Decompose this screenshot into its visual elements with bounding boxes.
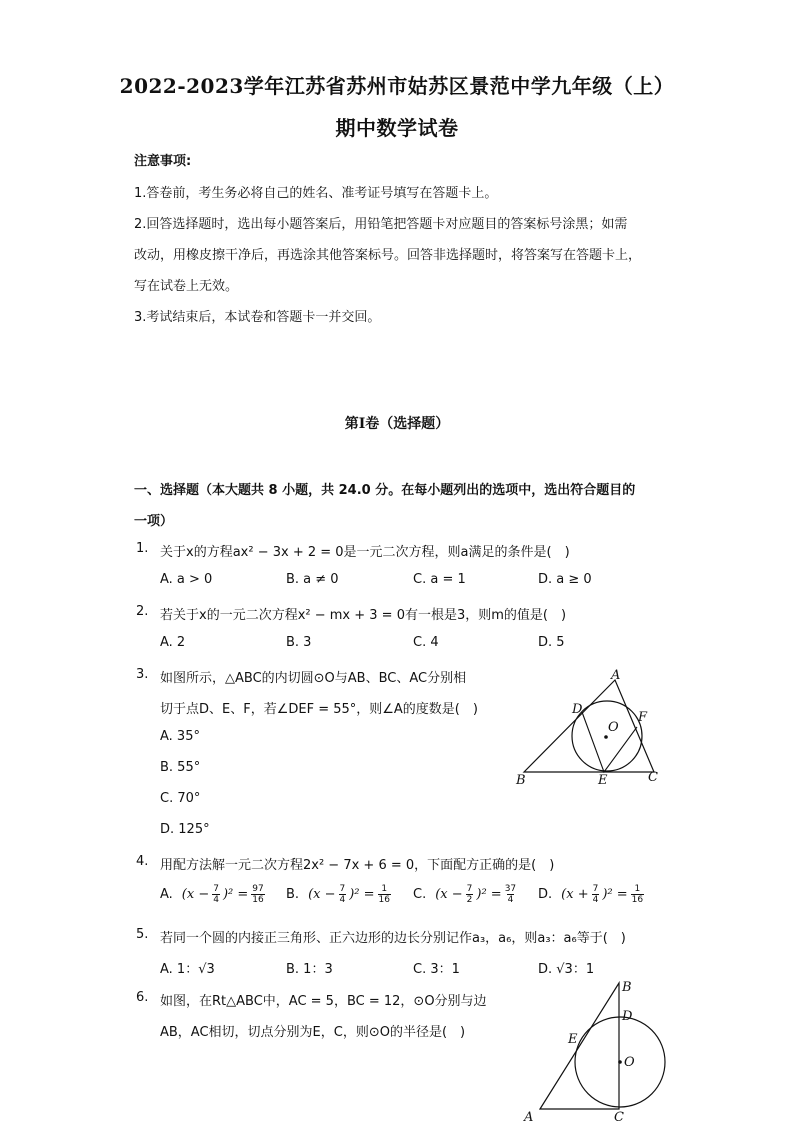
option-expr: )² =	[349, 887, 375, 902]
option-a: A. a > 0	[160, 572, 213, 587]
label-C: C	[648, 770, 658, 785]
option-b: B. a ≠ 0	[286, 572, 339, 587]
question-6-text: 如图，在Rt△ABC中，AC = 5，BC = 12，⊙O分别与边	[160, 994, 487, 1009]
option-expr: (x −	[181, 887, 210, 902]
notice-item: 3.考试结束后，本试卷和答题卡一并交回。	[134, 310, 381, 325]
question-number: 2.	[136, 604, 149, 619]
label-E: E	[568, 1032, 578, 1047]
option-d	[538, 884, 644, 905]
option-b	[286, 884, 391, 905]
option-d: D. 5	[538, 635, 565, 650]
option-a	[160, 884, 265, 905]
label-B: B	[516, 773, 526, 788]
label-C: C	[614, 1110, 624, 1123]
exam-title-line1: 2022-2023学年江苏省苏州市姑苏区景范中学九年级（上）	[119, 74, 675, 98]
figure-right-triangle-circle	[520, 975, 680, 1123]
option-label: B.	[286, 887, 300, 902]
option-a: A. 1：√3	[160, 962, 215, 977]
question-4-text: 用配方法解一元二次方程2x² − 7x + 6 = 0，下面配方正确的是( )	[160, 858, 555, 873]
label-E: E	[598, 773, 608, 788]
section-title: 第I卷（选择题）	[344, 416, 450, 432]
label-A: A	[611, 668, 621, 683]
label-D: D	[622, 1009, 633, 1024]
numerator: 7	[592, 884, 599, 894]
center-point	[618, 1060, 622, 1064]
option-expr: (x −	[308, 887, 336, 902]
fraction	[592, 884, 600, 905]
part-one-heading-cont: 一项）	[134, 514, 174, 529]
question-1-text: 关于x的方程ax² − 3x + 2 = 0是一元二次方程，则a满足的条件是( )	[160, 545, 570, 560]
fraction	[466, 884, 474, 905]
notice-item: 改动，用橡皮擦干净后，再选涂其他答案标号。回答非选择题时，将答案写在答题卡上，	[134, 248, 642, 263]
option-c	[413, 884, 516, 905]
fraction	[378, 884, 391, 905]
denominator: 4	[339, 895, 346, 905]
label-O: O	[624, 1055, 635, 1070]
numerator: 7	[466, 884, 473, 894]
option-c: C. 3：1	[413, 962, 460, 977]
question-number: 5.	[136, 927, 149, 942]
fraction	[505, 884, 516, 905]
question-number: 4.	[136, 854, 149, 869]
option-a: A. 2	[160, 635, 186, 650]
numerator: 7	[339, 884, 346, 894]
denominator: 16	[378, 895, 390, 905]
question-6-text-cont: AB，AC相切，切点分别为E，C，则⊙O的半径是( )	[160, 1025, 466, 1040]
label-O: O	[608, 720, 619, 735]
fraction	[212, 884, 220, 905]
label-F: F	[638, 710, 648, 725]
exam-title-line2: 期中数学试卷	[335, 116, 459, 140]
numerator: 97	[252, 884, 264, 894]
option-c: C. 70°	[160, 791, 201, 806]
question-number: 1.	[136, 541, 149, 556]
numerator: 1	[381, 884, 388, 894]
fraction	[339, 884, 347, 905]
triangle-abc	[540, 983, 619, 1109]
option-b: B. 1：3	[286, 962, 333, 977]
denominator: 16	[631, 895, 644, 905]
fraction	[631, 884, 644, 905]
option-expr: )² =	[222, 887, 249, 902]
option-expr: (x +	[561, 887, 589, 902]
denominator: 4	[592, 895, 599, 905]
option-d: D. 125°	[160, 822, 210, 837]
question-number: 6.	[136, 990, 149, 1005]
option-label: A.	[160, 887, 173, 902]
option-expr: )² =	[476, 887, 502, 902]
numerator: 37	[504, 884, 517, 894]
question-2-text: 若关于x的一元二次方程x² − mx + 3 = 0有一根是3，则m的值是( )	[160, 608, 567, 623]
option-c: C. a = 1	[413, 572, 466, 587]
question-number: 3.	[136, 667, 149, 682]
question-3-text: 如图所示，△ABC的内切圆⊙O与AB、BC、AC分别相	[160, 671, 467, 686]
option-c: C. 4	[413, 635, 439, 650]
denominator: 4	[507, 895, 514, 905]
question-5-text: 若同一个圆的内接正三角形、正六边形的边长分别记作a₃，a₆，则a₃：a₆等于( )	[160, 931, 626, 946]
option-expr: (x −	[435, 887, 463, 902]
option-label: D.	[538, 887, 553, 902]
notice-item: 2.回答选择题时，选出每小题答案后，用铅笔把答题卡对应题目的答案标号涂黑；如需	[134, 217, 628, 232]
figure-incircle-triangle	[510, 665, 670, 790]
numerator: 7	[213, 884, 219, 894]
notice-heading: 注意事项:	[134, 154, 192, 169]
option-d: D. a ≥ 0	[538, 572, 592, 587]
center-point	[604, 735, 608, 739]
option-expr: )² =	[602, 887, 628, 902]
option-label: C.	[413, 887, 427, 902]
notice-item: 写在试卷上无效。	[134, 279, 239, 294]
option-d: D. √3：1	[538, 962, 595, 977]
option-a: A. 35°	[160, 729, 200, 744]
label-B: B	[622, 980, 632, 995]
numerator: 1	[634, 884, 641, 894]
question-3-text-cont: 切于点D、E、F，若∠DEF = 55°，则∠A的度数是( )	[160, 702, 478, 717]
option-b: B. 55°	[160, 760, 201, 775]
notice-item: 1.答卷前，考生务必将自己的姓名、准考证号填写在答题卡上。	[134, 186, 498, 201]
label-A: A	[524, 1110, 534, 1123]
denominator: 4	[213, 895, 219, 905]
denominator: 16	[252, 895, 264, 905]
denominator: 2	[466, 895, 473, 905]
fraction	[251, 884, 264, 905]
part-one-heading: 一、选择题（本大题共 8 小题，共 24.0 分。在每小题列出的选项中，选出符合题目的	[134, 483, 636, 498]
option-b: B. 3	[286, 635, 312, 650]
label-D: D	[572, 702, 583, 717]
